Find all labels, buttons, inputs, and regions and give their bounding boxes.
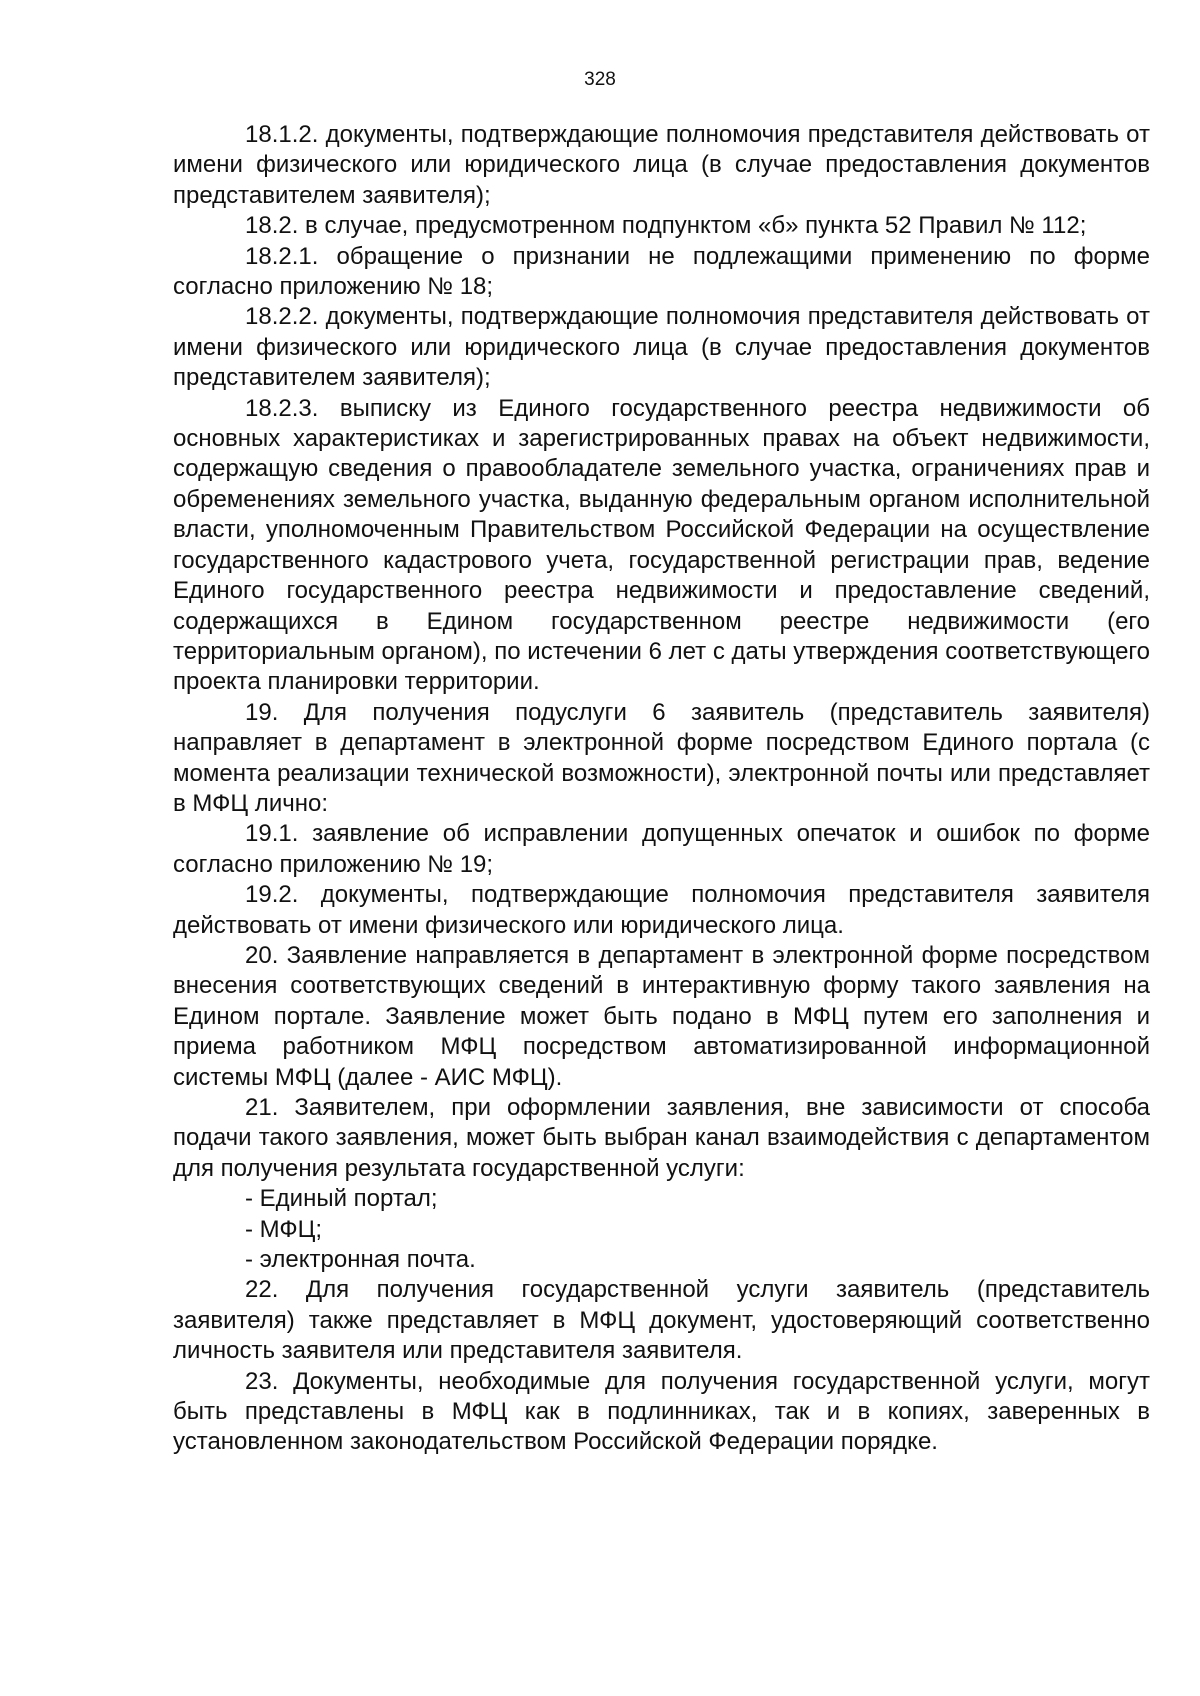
list-item-single-portal: - Единый портал; <box>245 1185 438 1213</box>
paragraph-22: 22. Для получения государственной услуги заявитель (представитель заявителя) также представляет в МФЦ документ, удостоверяющий соответственно личность заявителя или представителя заявителя. <box>173 1276 1150 1365</box>
paragraph-20: 20. Заявление направляется в департамент в электронной форме посредством внесения соответствующих сведений в интерактивную форму такого заявления на Едином портале. Заявление может быть подано в МФЦ путем его заполнения и приема работником МФЦ посредством автоматизированной информационной системы МФЦ (далее - АИС МФЦ). <box>173 941 1150 1091</box>
paragraph-19-1: 19.1. заявление об исправлении допущенных опечаток и ошибок по форме согласно приложению № 19; <box>173 820 1150 878</box>
paragraph-19: 19. Для получения подуслуги 6 заявитель (представитель заявителя) направляет в департамент в электронной форме посредством Единого портала (с момента реализации технической возможности), электронной почты или представляет в МФЦ лично: <box>173 698 1150 817</box>
paragraph-18-1-2: 18.1.2. документы, подтверждающие полномочия представителя действовать от имени физического или юридического лица (в случае предоставления документов представителем заявителя); <box>173 121 1150 209</box>
paragraph-21: 21. Заявителем, при оформлении заявления, вне зависимости от способа подачи такого заявления, может быть выбран канал взаимодействия с департаментом для получения результата государственной услуги: <box>173 1094 1150 1182</box>
paragraph-18-2-1: 18.2.1. обращение о признании не подлежащими применению по форме согласно приложению № 18; <box>173 242 1150 301</box>
page-number: 328 <box>584 69 616 90</box>
list-item-mfc: - МФЦ; <box>245 1215 323 1243</box>
list-item-email: - электронная почта. <box>245 1246 476 1274</box>
paragraph-19-2: 19.2. документы, подтверждающие полномочия представителя заявителя действовать от имени физического или юридического лица. <box>173 881 1150 939</box>
paragraph-18-2: 18.2. в случае, предусмотренном подпунктом «б» пункта 52 Правил № 112; <box>245 212 1087 240</box>
document-body <box>173 120 1150 1458</box>
paragraph-18-2-2: 18.2.2. документы, подтверждающие полномочия представителя действовать от имени физического или юридического лица (в случае предоставления документов представителем заявителя); <box>173 303 1150 392</box>
paragraph-18-2-3: 18.2.3. выписку из Единого государственного реестра недвижимости об основных характеристиках и зарегистрированных правах на объект недвижимости, содержащую сведения о правообладателе земельного участка, ограничениях прав и обременениях земельного участка, выданную федеральным органом исполнительной власти, уполномоченным Правительством Российской Федерации на осуществление государственного кадастрового учета, государственной регистрации прав, ведение Единого государственного реестра недвижимости и предоставление сведений, содержащихся в Едином государственном реестре недвижимости (его территориальным органом), по истечении 6 лет с даты утверждения соответствующего проекта планировки территории. <box>173 394 1150 696</box>
paragraph-23: 23. Документы, необходимые для получения государственной услуги, могут быть представлены в МФЦ как в подлинниках, так и в копиях, заверенных в установленном законодательством Российской Федерации порядке. <box>173 1367 1150 1456</box>
